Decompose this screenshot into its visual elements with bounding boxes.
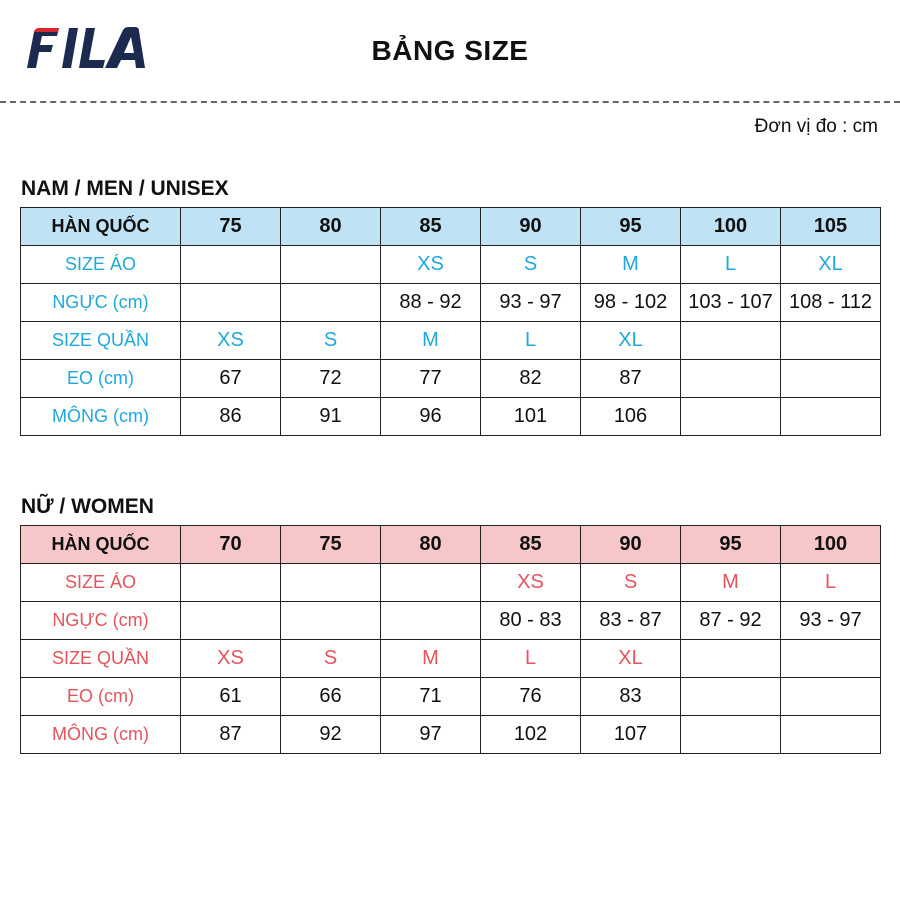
table-cell: 108 - 112: [781, 284, 881, 322]
table-cell: 107: [581, 716, 681, 754]
table-cell: M: [681, 564, 781, 602]
table-cell: [781, 398, 881, 436]
header-cell: 95: [581, 208, 681, 246]
table-cell: [681, 678, 781, 716]
table-cell: L: [481, 640, 581, 678]
table-row: [21, 640, 881, 678]
table-cell: 106: [581, 398, 681, 436]
table-cell: S: [281, 640, 381, 678]
table-cell: 66: [281, 678, 381, 716]
table-cell: 82: [481, 360, 581, 398]
unit-note: Đơn vị đo : cm: [754, 116, 878, 137]
table-cell: [181, 284, 281, 322]
header-cell: 100: [681, 208, 781, 246]
table-cell: XL: [581, 322, 681, 360]
table-row: [21, 716, 881, 754]
table-cell: 97: [381, 716, 481, 754]
table-cell: 87: [181, 716, 281, 754]
table-cell: [381, 564, 481, 602]
table-cell: [681, 322, 781, 360]
table-cell: M: [581, 246, 681, 284]
table-cell: 83: [581, 678, 681, 716]
row-label: SIZE QUẦN: [21, 640, 181, 678]
table-cell: [781, 360, 881, 398]
table-cell: 88 - 92: [381, 284, 481, 322]
women-size-table: [20, 525, 881, 754]
header-cell: 85: [381, 208, 481, 246]
header-cell: 100: [781, 526, 881, 564]
table-cell: S: [581, 564, 681, 602]
header-cell: 80: [381, 526, 481, 564]
header-cell: 90: [581, 526, 681, 564]
table-header-row: [21, 208, 881, 246]
row-label: EO (cm): [21, 360, 181, 398]
table-row: [21, 360, 881, 398]
table-row: [21, 564, 881, 602]
header-label: HÀN QUỐC: [21, 526, 181, 564]
page-title: BẢNG SIZE: [371, 35, 529, 66]
table-cell: 83 - 87: [581, 602, 681, 640]
table-cell: 92: [281, 716, 381, 754]
table-cell: 77: [381, 360, 481, 398]
table-cell: [781, 322, 881, 360]
table-cell: S: [281, 322, 381, 360]
table-cell: XL: [781, 246, 881, 284]
table-cell: S: [481, 246, 581, 284]
dashed-divider: [0, 101, 900, 103]
header-cell: 75: [281, 526, 381, 564]
table-cell: [781, 678, 881, 716]
table-cell: [281, 564, 381, 602]
table-cell: XL: [581, 640, 681, 678]
table-cell: XS: [481, 564, 581, 602]
table-cell: 80 - 83: [481, 602, 581, 640]
table-cell: [681, 716, 781, 754]
table-cell: L: [781, 564, 881, 602]
table-cell: 93 - 97: [481, 284, 581, 322]
table-header-row: [21, 526, 881, 564]
table-cell: [681, 640, 781, 678]
header-cell: 95: [681, 526, 781, 564]
header-cell: 105: [781, 208, 881, 246]
table-row: [21, 322, 881, 360]
header-cell: 70: [181, 526, 281, 564]
table-cell: [781, 640, 881, 678]
row-label: MÔNG (cm): [21, 398, 181, 436]
table-cell: [181, 564, 281, 602]
table-cell: 98 - 102: [581, 284, 681, 322]
row-label: NGỰC (cm): [21, 602, 181, 640]
table-row: [21, 246, 881, 284]
table-row: [21, 678, 881, 716]
table-cell: [381, 602, 481, 640]
table-cell: [281, 246, 381, 284]
table-cell: XS: [181, 322, 281, 360]
table-cell: [681, 398, 781, 436]
row-label: MÔNG (cm): [21, 716, 181, 754]
header-cell: 75: [181, 208, 281, 246]
header-cell: 85: [481, 526, 581, 564]
table-row: [21, 284, 881, 322]
table-cell: 71: [381, 678, 481, 716]
table-cell: [681, 360, 781, 398]
table-cell: 103 - 107: [681, 284, 781, 322]
table-cell: 87 - 92: [681, 602, 781, 640]
table-cell: 93 - 97: [781, 602, 881, 640]
table-cell: [181, 602, 281, 640]
table-cell: M: [381, 322, 481, 360]
table-cell: 101: [481, 398, 581, 436]
table-cell: 86: [181, 398, 281, 436]
women-section-title: NỮ / WOMEN: [21, 495, 154, 518]
table-cell: 61: [181, 678, 281, 716]
table-cell: [281, 602, 381, 640]
table-cell: L: [681, 246, 781, 284]
row-label: EO (cm): [21, 678, 181, 716]
table-cell: 76: [481, 678, 581, 716]
header-cell: 90: [481, 208, 581, 246]
table-cell: M: [381, 640, 481, 678]
men-size-table: [20, 207, 881, 436]
table-cell: [781, 716, 881, 754]
table-cell: XS: [381, 246, 481, 284]
table-row: [21, 602, 881, 640]
table-cell: [281, 284, 381, 322]
row-label: SIZE QUẦN: [21, 322, 181, 360]
header-label: HÀN QUỐC: [21, 208, 181, 246]
table-cell: 96: [381, 398, 481, 436]
table-cell: XS: [181, 640, 281, 678]
table-row: [21, 398, 881, 436]
table-cell: 91: [281, 398, 381, 436]
table-cell: [181, 246, 281, 284]
row-label: NGỰC (cm): [21, 284, 181, 322]
row-label: SIZE ÁO: [21, 246, 181, 284]
table-cell: 67: [181, 360, 281, 398]
header-cell: 80: [281, 208, 381, 246]
men-section-title: NAM / MEN / UNISEX: [21, 177, 229, 200]
table-cell: L: [481, 322, 581, 360]
table-cell: 72: [281, 360, 381, 398]
table-cell: 102: [481, 716, 581, 754]
table-cell: 87: [581, 360, 681, 398]
row-label: SIZE ÁO: [21, 564, 181, 602]
